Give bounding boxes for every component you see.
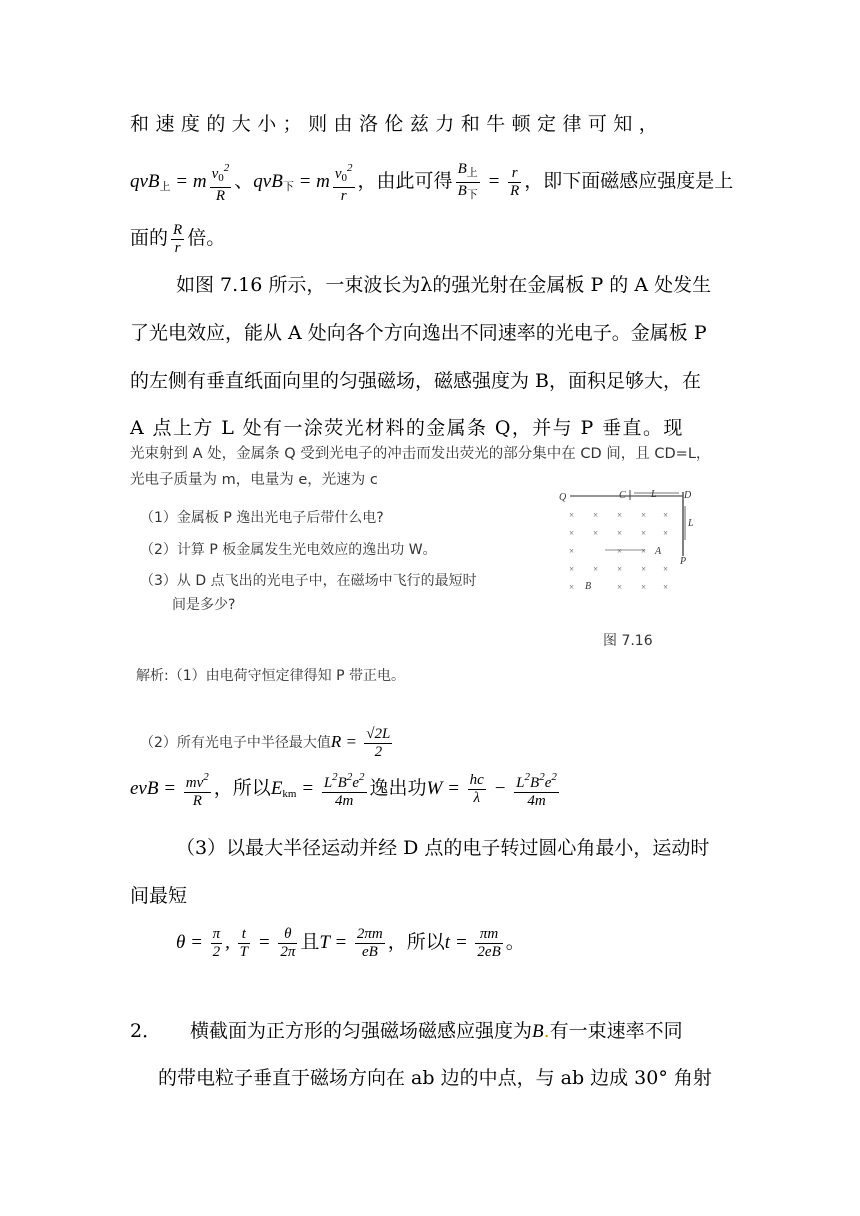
magnetic-field-crosses <box>569 510 668 592</box>
p1-line3-b: 倍。 <box>187 227 226 249</box>
question-2: （2）计算 P 板金属发生光电效应的逸出功 W。 <box>140 542 437 558</box>
svg-text:×: × <box>617 510 623 520</box>
formula-ekm: $E_{km}$ = $\frac{L^2B^2e^2}{4m}$ <box>270 771 365 810</box>
formula-time: t = $\frac{\pi m}{2eB}$ <box>444 926 501 961</box>
label-c: C <box>619 490 626 501</box>
formula-period: T = $\frac{2\pi m}{eB}$ <box>319 926 383 961</box>
svg-text:×: × <box>617 546 623 556</box>
formula-qvb-upper: qvB$_上$ = m $\frac{v_0^2}{R}$ <box>130 162 230 204</box>
svg-text:×: × <box>617 528 623 538</box>
solution-2 <box>140 722 395 762</box>
solution-2-text: （2）所有光电子中半径最大值 <box>140 735 331 751</box>
svg-text:×: × <box>663 564 669 574</box>
eq-and: 且 <box>300 931 320 953</box>
question-3a: （3）从 D 点飞出的光电子中，在磁场中飞行的最短时 <box>140 573 477 589</box>
svg-text:×: × <box>641 510 647 520</box>
formula-r-ratio: $\frac{R}{r}$ <box>173 221 183 256</box>
label-a: A <box>655 546 662 557</box>
scan-line1: 光束射到 A 处，金属条 Q 受到光电子的冲击而发出荧光的部分集中在 CD 间，且 CD=L， <box>130 446 711 462</box>
p3-end: 。 <box>505 931 525 953</box>
svg-text:×: × <box>663 582 669 592</box>
label-p: P <box>680 556 687 567</box>
q2-line2: 的带电粒子垂直于磁场方向在 ab 边的中点，与 ab 边成 30° 角射 <box>158 1067 712 1089</box>
formula-qvb-lower: qvB$_下$ = m $\frac{v_0^2}{r}$ <box>253 162 353 204</box>
formula-ratio: $\frac{B_上}{B_下}$ = $\frac{r}{R}$ <box>453 171 525 192</box>
formula-evb: evB = $\frac{mv^2}{R}$ <box>130 771 209 810</box>
p1-text-b: ，即下面磁感应强度是上 <box>524 169 734 192</box>
p1-line3-a: 面的 <box>130 227 169 249</box>
svg-text:×: × <box>569 528 575 538</box>
separator: 、 <box>234 169 254 192</box>
figure-7-16 <box>555 488 705 600</box>
label-q: Q <box>559 492 567 503</box>
svg-text:×: × <box>593 564 599 574</box>
p3-formula-line <box>176 920 525 964</box>
p2-line4: A 点上方 L 处有一涂荧光材料的金属条 Q，并与 P 垂直。现 <box>130 417 684 439</box>
p2-line3: 的左侧有垂直纸面向里的匀强磁场，磁感强度为 B，面积足够大，在 <box>130 370 702 392</box>
svg-text:×: × <box>569 582 575 592</box>
solution-1: 解析:（1）由电荷守恒定律得知 P 带正电。 <box>136 668 405 684</box>
svg-text:×: × <box>641 564 647 574</box>
eq-work: 逸出功 <box>369 777 427 799</box>
svg-text:×: × <box>641 582 647 592</box>
svg-text:×: × <box>663 528 669 538</box>
q2-number: 2． <box>130 1020 162 1042</box>
p2-line1: 如图 7.16 所示，一束波长为λ的强光射在金属板 P 的 A 处发生 <box>176 274 712 296</box>
svg-text:×: × <box>641 546 647 556</box>
formula-work: W = $\frac{hc}{\lambda}$ − $\frac{L^2B^2e^2}{4m}$ <box>426 771 557 810</box>
p1-line3 <box>130 218 225 258</box>
equation-line <box>130 766 562 810</box>
question-1: （1）金属板 P 逸出光电子后带什么电? <box>140 510 384 526</box>
svg-text:×: × <box>569 564 575 574</box>
period-mark: . <box>543 1020 550 1042</box>
eq-so2: ，所以 <box>387 931 445 953</box>
scan-line2: 光电子质量为 m，电量为 e，光速为 c <box>130 472 378 488</box>
symbol-b: B <box>532 1021 544 1042</box>
eq-so1: ，所以 <box>213 777 271 799</box>
svg-text:×: × <box>593 510 599 520</box>
svg-text:×: × <box>569 546 575 556</box>
q2-line1-b: 有一束速率不同 <box>549 1020 683 1042</box>
figure-caption: 图 7.16 <box>603 633 653 649</box>
svg-text:×: × <box>617 564 623 574</box>
label-l-top: L <box>651 489 657 500</box>
svg-text:×: × <box>617 582 623 592</box>
label-l-side: L <box>688 518 694 529</box>
p1-line1: 和 速 度 的 大 小 ； 则 由 洛 伦 兹 力 和 牛 顿 定 律 可 知 ， <box>130 113 658 135</box>
q2-line1-a: 横截面为正方形的匀强磁场磁感应强度为 <box>190 1020 533 1042</box>
q2-line1 <box>190 1019 683 1044</box>
formula-r-max: R = $\frac{√2L}{2}$ <box>330 725 391 760</box>
label-d: D <box>684 490 692 501</box>
p3-line2: 间最短 <box>130 885 188 907</box>
svg-text:×: × <box>593 528 599 538</box>
svg-text:×: × <box>663 510 669 520</box>
label-b: B <box>585 581 592 592</box>
svg-text:×: × <box>569 510 575 520</box>
p2-line2: 了光电效应，能从 A 处向各个方向逸出不同速率的光电子。金属板 P <box>130 322 707 344</box>
svg-text:×: × <box>641 528 647 538</box>
p3-line1: （3）以最大半径运动并经 D 点的电子转过圆心角最小，运动时 <box>176 837 710 859</box>
formula-theta: θ = $\frac{\pi}{2}$ , $\frac{t}{T}$ = $\frac{\theta}{2\pi}$ <box>176 926 296 961</box>
question-3b: 间是多少? <box>172 597 236 613</box>
p1-text-a: ，由此可得 <box>357 169 453 192</box>
p1-line2 <box>130 160 734 204</box>
